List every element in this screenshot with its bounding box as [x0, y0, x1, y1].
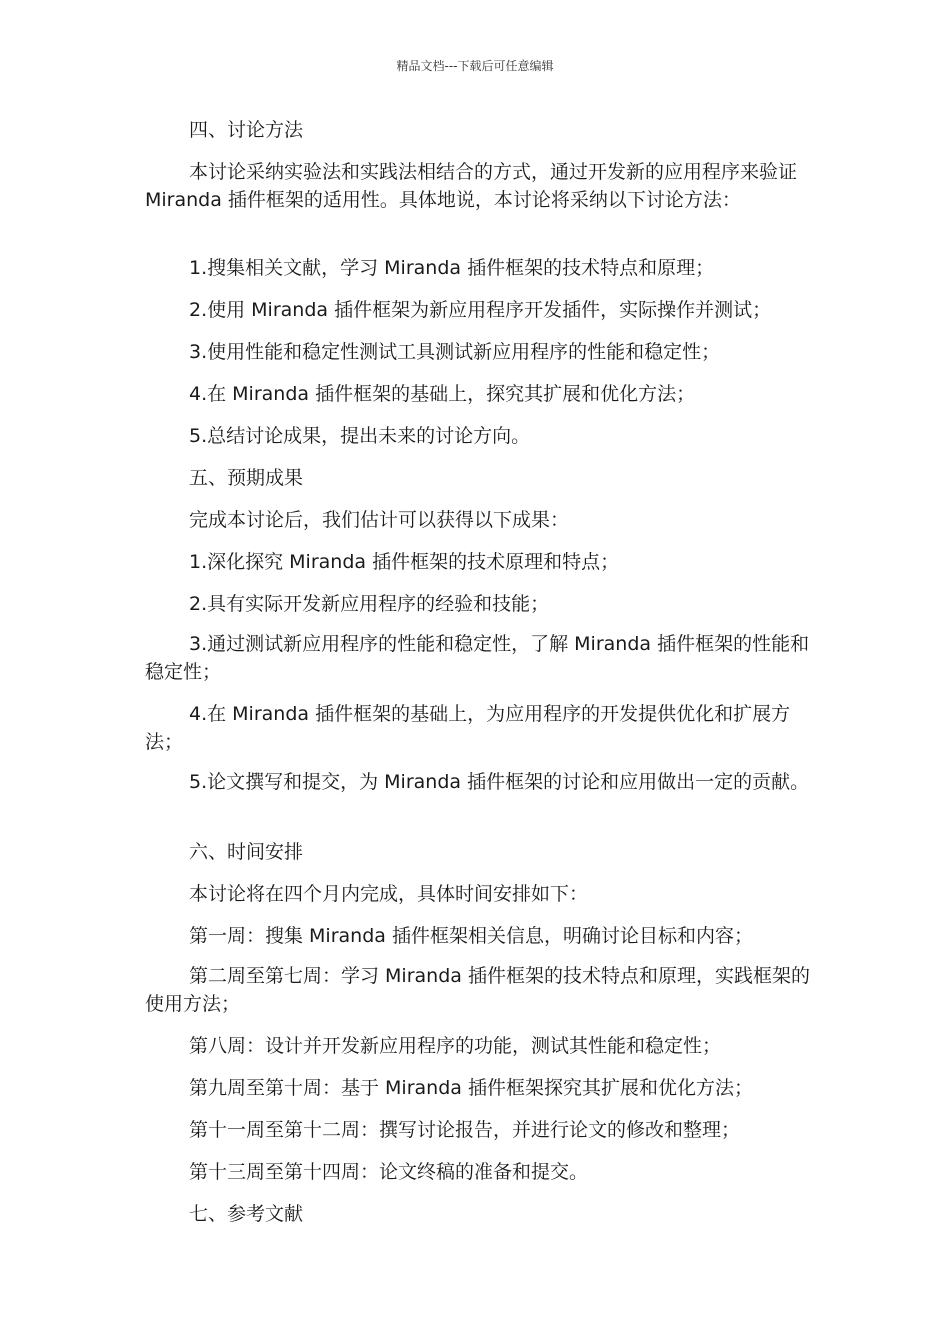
schedule-item-weeks-13-14: 第十三周至第十四周：论文终稿的准备和提交。	[189, 1161, 589, 1183]
list-item-result-1: 1.深化探究 Miranda 插件框架的技术原理和特点；	[189, 551, 620, 573]
list-item-method-4: 4.在 Miranda 插件框架的基础上，探究其扩展和优化方法；	[189, 383, 696, 405]
list-item-result-5: 5.论文撰写和提交，为 Miranda 插件框架的讨论和应用做出一定的贡献。	[189, 771, 810, 793]
list-item-method-2: 2.使用 Miranda 插件框架为新应用程序开发插件，实际操作并测试；	[189, 299, 772, 321]
paragraph-schedule-intro: 本讨论将在四个月内完成，具体时间安排如下：	[189, 883, 589, 905]
section-heading-references: 七、参考文献	[189, 1203, 304, 1225]
list-item-method-3: 3.使用性能和稳定性测试工具测试新应用程序的性能和稳定性；	[189, 341, 721, 363]
section-heading-expected-results: 五、预期成果	[189, 467, 304, 489]
schedule-item-week-1: 第一周：搜集 Miranda 插件框架相关信息，明确讨论目标和内容；	[189, 925, 753, 947]
schedule-item-week-8: 第八周：设计并开发新应用程序的功能，测试其性能和稳定性；	[189, 1035, 722, 1057]
list-item-result-4: 4.在 Miranda 插件框架的基础上，为应用程序的开发提供优化和扩展方法；	[145, 703, 791, 753]
schedule-item-weeks-11-12: 第十一周至第十二周：撰写讨论报告，并进行论文的修改和整理；	[189, 1119, 741, 1141]
list-item-result-3: 3.通过测试新应用程序的性能和稳定性，了解 Miranda 插件框架的性能和稳定性；	[145, 633, 810, 683]
page-header: 精品文档---下载后可任意编辑	[396, 59, 554, 73]
paragraph-methods-intro: 本讨论采纳实验法和实践法相结合的方式，通过开发新的应用程序来验证 Miranda 插件框架的适用性。具体地说，本讨论将采纳以下讨论方法：	[145, 161, 798, 211]
schedule-item-weeks-2-7: 第二周至第七周：学习 Miranda 插件框架的技术特点和原理，实践框架的使用方法；	[145, 965, 810, 1015]
list-item-result-2: 2.具有实际开发新应用程序的经验和技能；	[189, 593, 550, 615]
schedule-item-weeks-9-10: 第九周至第十周：基于 Miranda 插件框架探究其扩展和优化方法；	[189, 1077, 753, 1099]
list-item-method-5: 5.总结讨论成果，提出未来的讨论方向。	[189, 425, 531, 447]
list-item-method-1: 1.搜集相关文献，学习 Miranda 插件框架的技术特点和原理；	[189, 257, 715, 279]
section-heading-schedule: 六、时间安排	[189, 841, 304, 863]
section-heading-methods: 四、讨论方法	[189, 119, 304, 141]
paragraph-results-intro: 完成本讨论后，我们估计可以获得以下成果：	[189, 509, 570, 531]
